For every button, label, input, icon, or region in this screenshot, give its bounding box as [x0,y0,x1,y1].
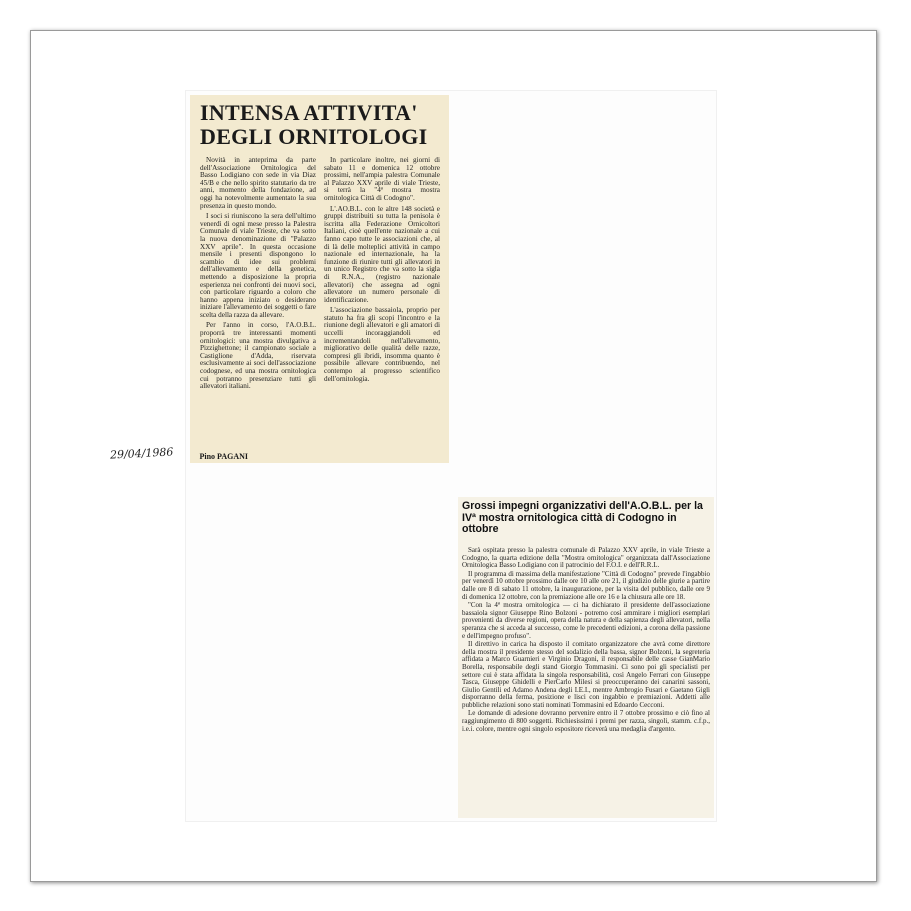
headline-line-2: DEGLI ORNITOLOGI [200,124,428,149]
newspaper-clipping-intensa-attivita [190,95,449,463]
paragraph: "Con la 4ª mostra ornitologica — ci ha dichiarato il presidente dell'associazione bassaiola signor Giuseppe Rino Bolzoni - potremo così ammirare i migliori esemplari provenienti da diverse regioni, opera della natura e della sapienza degli allevatori, nella speranza che si acceda al successo, come le precedenti edizioni, a corona della passione e dell'impegno profuso". [462,601,710,640]
author-byline: Pino PAGANI [199,452,248,461]
paragraph: Le domande di adesione dovranno pervenire entro il 7 ottobre prossimo e ciò fino al raggiungimento di 800 soggetti. Richiesissimi i premi per razza, singoli, stamm. c.f.p., i.e.i. colore, mentre ogni singolo espositore riceverà una medaglia d'argento. [462,709,710,733]
newspaper-clipping-grossi-impegni [458,497,714,818]
paragraph: L'.AO.B.L. con le altre 148 società e gruppi distribuiti su tutta la penisola è iscritta alla Federazione Ornicoltori Italiani, cioè quell'ente nazionale a cui fanno capo tutte le associazioni che, al di là delle molteplici attività in campo nazionale ed internazionale, ha la funzione di riunire tutti gli allevatori in un unico Registro che va sotto la sigla di R.N.A., (registro nazionale allevatori) che assegna ad ogni allevatore un numero personale di identificazione. [324,204,440,304]
paragraph: I soci si riuniscono la sera dell'ultimo venerdì di ogni mese presso la Palestra Comunale di viale Trieste, che va sotto la nuova denominazione di "Palazzo XXV aprile". In questa occasione mensile i presenti dispongono lo scambio di idee sui problemi dell'allevamento e della genetica, mettendo a disposizione la propria esperienza nei confronti dei nuovi soci, con particolare riguardo a coloro che hanno appena iniziato o desiderano iniziare l'allevamento dei soggetti o fare scelta della razza da allevare. [200,212,316,319]
paragraph: Per l'anno in corso, l'A.O.B.L. proporrà tre interessanti momenti ornitologici: una mostra divulgativa a Pizzighettone; il campionato sociale a Castiglione d'Adda, riservata esclusivamente ai soci dell'associazione codognese, ed una mostra ornitologica cui potranno presenziare tutti gli allevatori italiani. [200,321,316,391]
article-headline: Grossi impegni organizzativi dell'A.O.B.L. per la IVª mostra ornitologica città di Codogno in ottobre [462,500,703,535]
paragraph: Novità in anteprima da parte dell'Associazione Ornitologica del Basso Lodigiano con sede in via Diaz 45/B e che nello spirito statutario da tre anni, momento della fondazione, ad oggi ha notevolmente aumentato la sua presenza in questo mondo. [200,157,316,210]
article-headline [200,101,443,149]
paragraph: Il programma di massima della manifestazione "Città di Codogno" prevede l'ingabbio per venerdì 10 ottobre prossimo dalle ore 10 alle ore 21, il giudizio delle giurie a partire dalle ore 8 di sabato 11 ottobre, la inaugurazione, per la visita del pubblico, dalle ore 9 di domenica 12 ottobre, con la premiazione alle ore 16 e la chiusura alle ore 18. [462,569,710,601]
date-and-byline [110,447,250,463]
article-column-right [324,157,440,449]
paragraph: L'associazione bassaiola, proprio per statuto ha fra gli scopi l'incontro e la riunione degli allevatori e gli amatori di uccelli incoraggiandoli ed incrementandoli nell'allevamento, migliorativo delle qualità delle razze, compresi gli ibridi, insomma quanto è possibile allevare contribuendo, nel contempo al progresso scientifico dell'ornitologia. [324,306,440,383]
paragraph: Sarà ospitata presso la palestra comunale di Palazzo XXV aprile, in viale Trieste a Codogno, la quarta edizione della "Mostra ornitologica" organizzata dall'Associazione Ornitologica Basso Lodigiano con il patrocinio del F.O.I. e dell'R.R.L. [462,546,710,570]
article-column-left [200,157,316,449]
article-columns [200,157,440,449]
paragraph: In particolare inoltre, nei giorni di sabato 11 e domenica 12 ottobre prossimi, nell'ampia palestra Comunale al Palazzo XXV aprile di viale Trieste, si terrà la "4ª mostra mostra ornitologica Città di Codogno". [324,157,440,202]
article-body [462,547,710,734]
handwritten-date: 29/04/1986 [109,445,174,462]
headline-line-1: INTENSA ATTIVITA' [200,100,418,125]
paragraph: Il direttivo in carica ha disposto il comitato organizzatore che avrà come direttore della mostra il presidente stesso del sodalizio della bassa, signor Bolzoni, la segreteria affidata a Marco Guarnieri e Virginio Dragoni, il responsabile delle casse GianMario Borella, responsabile degli stand Giorgio Tommasini. Ci sono poi gli specialisti per settore cui è stata affidata la singola responsabilità, così Angelo Ferrari con Giuseppe Tasca, Giuseppe Ghidelli e PierCarlo Milesi si preoccuperanno dei canarini sassoni, Giulio Gentili ed Adamo Andena degli I.E.I., mentre Ambrogio Fusari e Gaetano Gigli disporranno della ferma, posizione e lisci con ingabbio e premiazioni. Addetti alle pubbliche relazioni sono stati nominati Tommasini ed Edoardo Cecconi. [462,640,710,709]
